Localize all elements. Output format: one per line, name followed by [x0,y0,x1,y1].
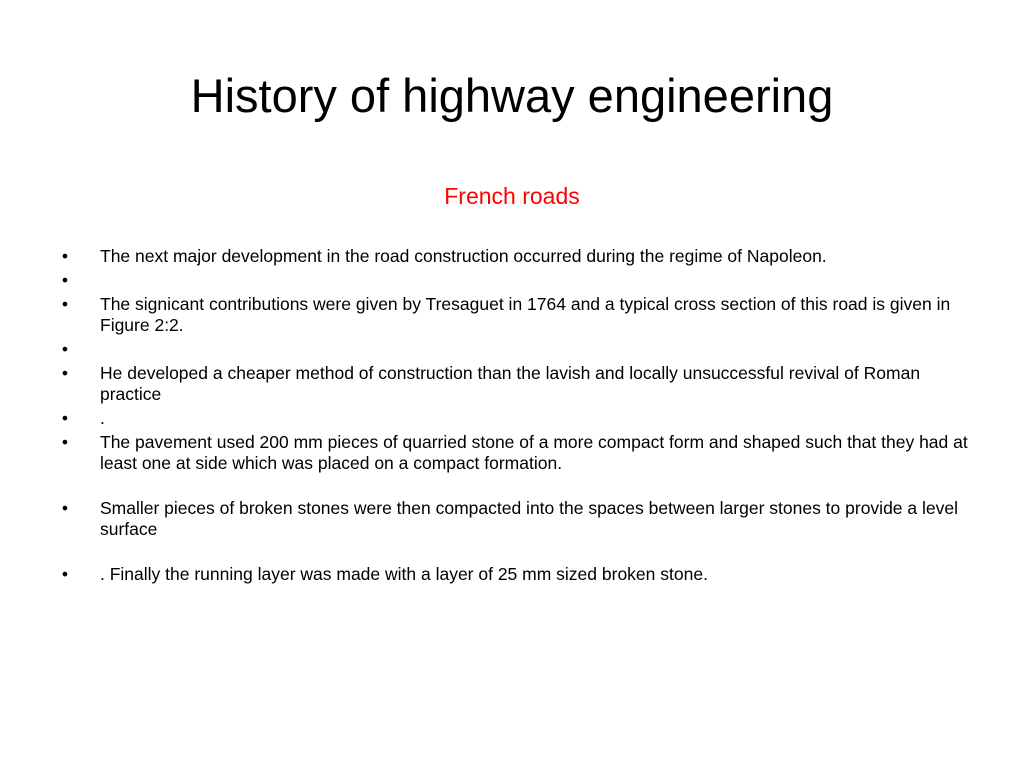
bullet-item [58,294,968,336]
bullet-icon: • [61,363,69,383]
bullet-text: . Finally the running layer was made with a layer of 25 mm sized broken stone. [100,564,708,584]
bullet-icon: • [61,498,69,518]
slide-subtitle: French roads [444,183,580,209]
bullet-text: Smaller pieces of broken stones were then compacted into the spaces between larger stones to provide a level surface [100,498,958,539]
bullet-item [58,270,968,291]
bullet-icon: • [61,294,69,314]
bullet-icon: • [61,432,69,452]
bullet-icon: • [61,408,69,428]
bullet-list [58,246,968,588]
bullet-item [58,363,968,405]
bullet-icon: • [61,339,69,359]
bullet-item [58,564,968,585]
bullet-icon: • [61,246,69,266]
bullet-text: He developed a cheaper method of construction than the lavish and locally unsuccessful revival of Roman practice [100,363,921,404]
bullet-text: . [100,408,105,428]
bullet-icon: • [61,270,69,290]
bullet-text: The pavement used 200 mm pieces of quarried stone of a more compact form and shaped such that they had at least one at side which was placed on a compact formation. [100,432,968,473]
bullet-item [58,246,968,267]
slide-title: History of highway engineering [190,69,834,122]
bullet-text: The signicant contributions were given by Tresaguet in 1764 and a typical cross section of this road is given in Figure 2:2. [100,294,951,335]
bullet-item [58,432,968,474]
bullet-item [58,498,968,540]
bullet-text: The next major development in the road construction occurred during the regime of Napoleon. [100,246,827,266]
bullet-item [58,339,968,360]
bullet-icon: • [61,564,69,584]
bullet-item [58,408,968,429]
